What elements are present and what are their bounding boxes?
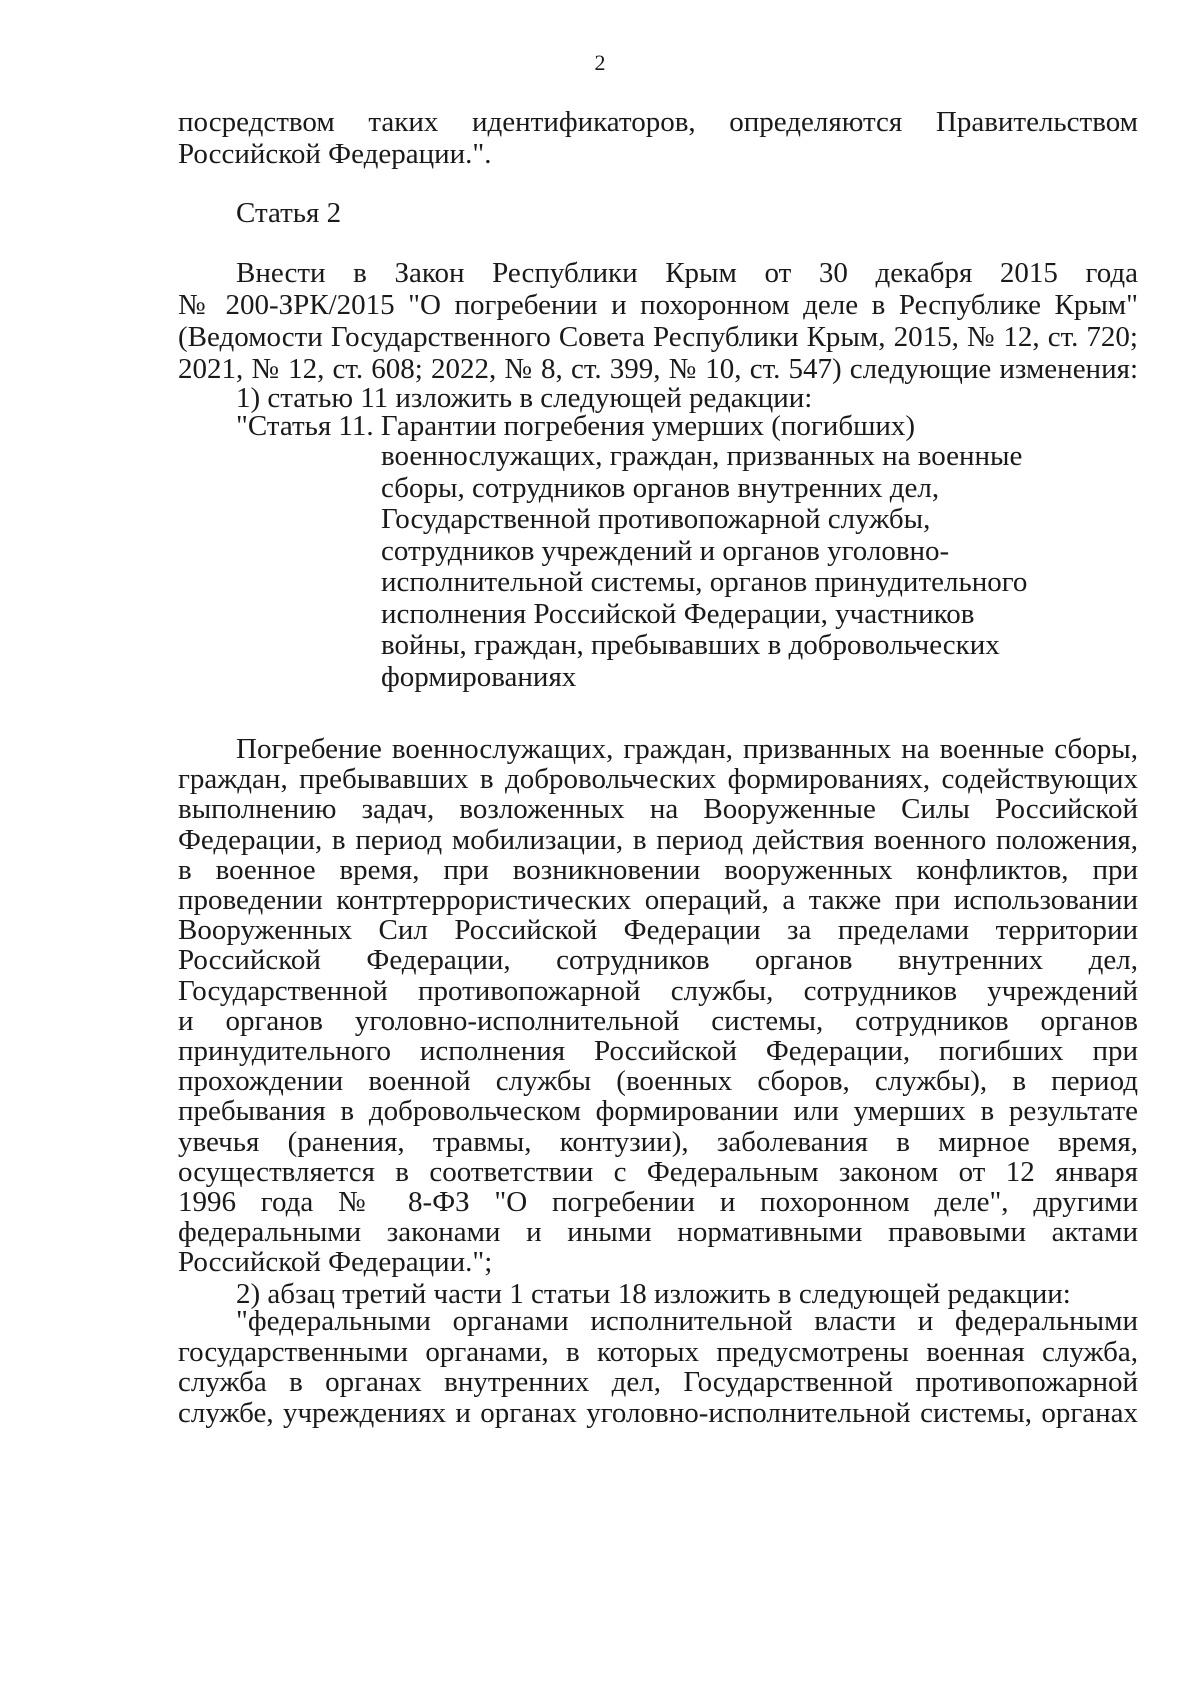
text-line: Государственной противопожарной службы, <box>381 504 931 535</box>
text-line: выполнению задач, возложенных на Вооруженные Силы Российской <box>178 793 1138 826</box>
quote-heading-start: "Статья 11. Гарантии погребения умерших (погибших) <box>236 410 916 442</box>
intro-paragraph <box>178 106 1138 170</box>
text-line: Российской Федерации, сотрудников органов внутренних дел, <box>178 944 1138 977</box>
text-line: и органов уголовно-исполнительной системы, сотрудников органов <box>178 1004 1138 1037</box>
text-line: 2021, № 12, ст. 608; 2022, № 8, ст. 399, № 10, ст. 547) следующие изменения: <box>178 353 1138 385</box>
text-line: исполнения Российской Федерации, участников <box>381 598 975 630</box>
text-line: Внести в Закон Республики Крым от 30 декабря 2015 года <box>236 257 1138 289</box>
text-line: федеральными законами и иными нормативными правовыми актами <box>178 1216 1138 1249</box>
text-line: сотрудников учреждений и органов уголовно- <box>381 535 950 567</box>
text-line: государственными органами, в которых предусмотрены военная служба, <box>178 1335 1138 1368</box>
text-line: (Ведомости Государственного Совета Республики Крым, 2015, № 12, ст. 720; <box>178 321 1138 353</box>
text-line: посредством таких идентификаторов, определяются Правительством <box>178 106 1138 138</box>
text-line: формированиях <box>381 661 577 693</box>
text-line: пребывания в добровольческом формировании или умерших в результате <box>178 1095 1138 1128</box>
article-title: Статья 2 <box>236 197 342 229</box>
text-line: служба в органах внутренних дел, Государственной противопожарной <box>178 1366 1138 1398</box>
text-line: службе, учреждениях и органах уголовно-исполнительной системы, органах <box>178 1396 1138 1429</box>
text-line: проведении контртеррористических операций, а также при использовании <box>178 884 1138 917</box>
item-1: 1) статью 11 изложить в следующей редакции: <box>236 382 813 414</box>
text-line: Погребение военнослужащих, граждан, призванных на военные сборы, <box>236 733 1138 765</box>
text-line: Российской Федерации.". <box>178 138 492 170</box>
body-paragraph <box>178 734 1138 1278</box>
text-line: "федеральными органами исполнительной власти и федеральными <box>236 1305 1138 1337</box>
text-line: увечья (ранения, травмы, контузии), заболевания в мирное время, <box>178 1125 1138 1158</box>
text-line: военнослужащих, граждан, призванных на военные <box>381 441 1023 472</box>
item-2-quote <box>178 1306 1138 1428</box>
text-line: 1996 года № 8-ФЗ "О погребении и похоронном деле", другими <box>178 1186 1138 1219</box>
text-line: осуществляется в соответствии с Федеральным законом от 12 января <box>178 1155 1138 1188</box>
text-line: принудительного исполнения Российской Федерации, погибших при <box>178 1035 1138 1068</box>
text-line: Федерации, в период мобилизации, в период действия военного положения, <box>178 823 1138 856</box>
text-line: сборы, сотрудников органов внутренних дел, <box>381 472 940 504</box>
article-paragraph <box>178 257 1138 385</box>
text-line: № 200-ЗРК/2015 "О погребении и похоронном деле в Республике Крым" <box>178 289 1138 321</box>
text-line: Вооруженных Сил Российской Федерации за пределами территории <box>178 914 1138 947</box>
text-line: прохождении военной службы (военных сборов, службы), в период <box>178 1065 1138 1098</box>
text-line: войны, граждан, пребывавших в добровольческих <box>381 630 1000 661</box>
text-line: Государственной противопожарной службы, сотрудников учреждений <box>178 974 1138 1007</box>
text-line: Российской Федерации."; <box>178 1247 493 1278</box>
text-line: исполнительной системы, органов принудительного <box>381 567 1028 598</box>
page-number: 2 <box>594 50 606 75</box>
item-2: 2) абзац третий части 1 статьи 18 изложить в следующей редакции: <box>236 1278 1071 1310</box>
quote-heading-rest <box>381 441 1081 693</box>
text-line: в военное время, при возникновении вооруженных конфликтов, при <box>178 853 1138 886</box>
text-line: граждан, пребывавших в добровольческих формированиях, содействующих <box>178 763 1138 796</box>
